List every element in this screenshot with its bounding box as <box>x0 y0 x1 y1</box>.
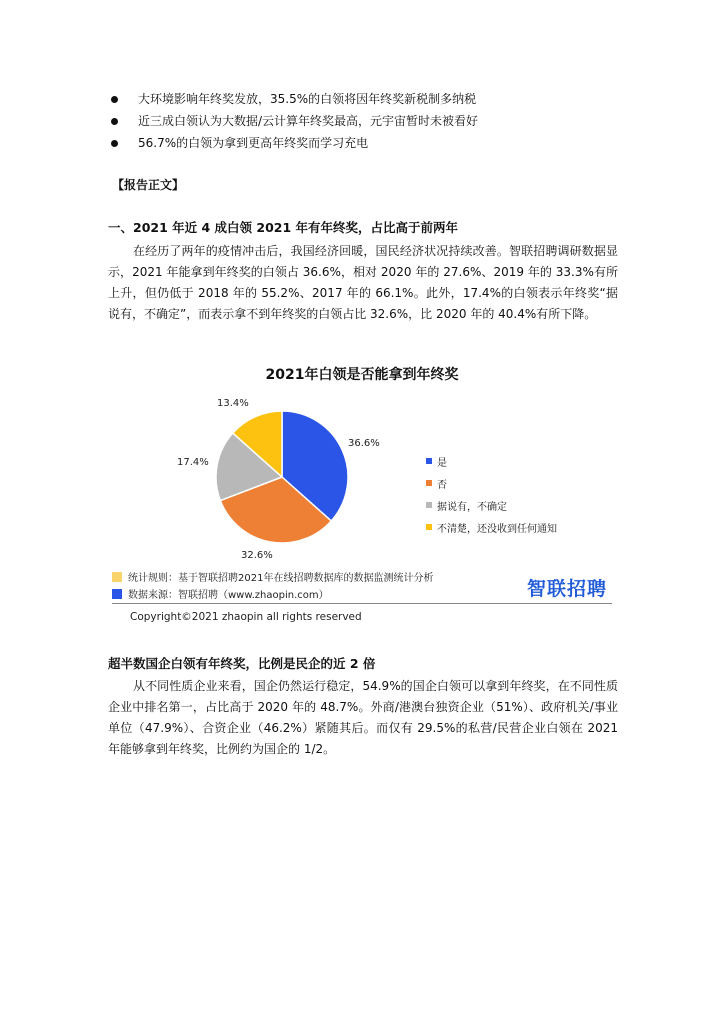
bullet-icon <box>111 118 118 125</box>
section-2-paragraph: 从不同性质企业来看，国企仍然运行稳定，54.9%的国企白领可以拿到年终奖，在不同性质企业中排名第一，占比高于 2020 年的 48.7%。外商/港澳台独资企业（51%）、政府机关/事业单位（47.9%）、合资企业（46.2%）紧随其后。而仅有 29.5%的私营/民营企业白领在 2021 年能够拿到年终奖，比例约为国企的 1/2。 <box>108 679 618 756</box>
legend-swatch <box>426 480 432 486</box>
slice-label-unknown: 13.4% <box>217 398 249 409</box>
summary-bullet <box>108 88 628 110</box>
legend-item-unknown <box>426 516 557 538</box>
chart-legend <box>426 450 557 538</box>
legend-label: 据说有，不确定 <box>437 501 507 513</box>
bullet-text: 大环境影响年终奖发放，35.5%的白领将因年终奖新税制多纳税 <box>138 92 477 106</box>
legend-label: 是 <box>437 457 447 469</box>
bullet-text: 56.7%的白领为拿到更高年终奖而学习充电 <box>138 136 369 150</box>
legend-swatch <box>426 524 432 530</box>
slice-label-no: 32.6% <box>241 550 273 561</box>
copyright-text: Copyright©2021 zhaopin all rights reserved <box>130 611 362 623</box>
legend-label: 否 <box>437 479 447 491</box>
summary-bullet <box>108 132 628 154</box>
report-heading: 【报告正文】 <box>112 178 185 192</box>
slice-label-yes: 36.6% <box>348 438 380 449</box>
divider <box>112 603 612 604</box>
rule-swatch <box>112 572 122 582</box>
bullet-icon <box>111 140 118 147</box>
data-source-text: 数据来源：智联招聘（www.zhaopin.com） <box>128 590 329 601</box>
bullet-text: 近三成白领认为大数据/云计算年终奖最高，元宇宙暂时未被看好 <box>138 114 479 128</box>
slice-label-uncertain: 17.4% <box>177 457 209 468</box>
legend-label: 不清楚，还没收到任何通知 <box>437 523 557 535</box>
legend-swatch <box>426 502 432 508</box>
source-rule-text: 统计规则：基于智联招聘2021年在线招聘数据库的数据监测统计分析 <box>128 573 434 584</box>
legend-item-yes <box>426 450 557 472</box>
section-1-heading: 一、2021 年近 4 成白领 2021 年有年终奖，占比高于前两年 <box>108 220 459 235</box>
section-2-heading: 超半数国企白领有年终奖，比例是民企的近 2 倍 <box>108 656 376 671</box>
zhaopin-logo: 智联招聘 <box>527 578 608 600</box>
source-swatch <box>112 589 122 599</box>
legend-swatch <box>426 458 432 464</box>
legend-item-no <box>426 472 557 494</box>
chart-title: 2021年白领是否能拿到年终奖 <box>265 367 459 383</box>
bullet-icon <box>111 96 118 103</box>
summary-bullet-list <box>108 88 628 154</box>
legend-item-uncertain <box>426 494 557 516</box>
section-1-paragraph: 在经历了两年的疫情冲击后，我国经济回暖，国民经济状况持续改善。智联招聘调研数据显示，2021 年能拿到年终奖的白领占 36.6%，相对 2020 年的 27.6%、2019 年的 33.3%有所上升，但仍低于 2018 年的 55.2%、2017 年的 66.1%。此外，17.4%的白领表示年终奖“据说有，不确定”，而表示拿不到年终奖的白领占比 32.6%，比 2020 年的 40.4%有所下降。 <box>108 244 618 321</box>
summary-bullet <box>108 110 628 132</box>
